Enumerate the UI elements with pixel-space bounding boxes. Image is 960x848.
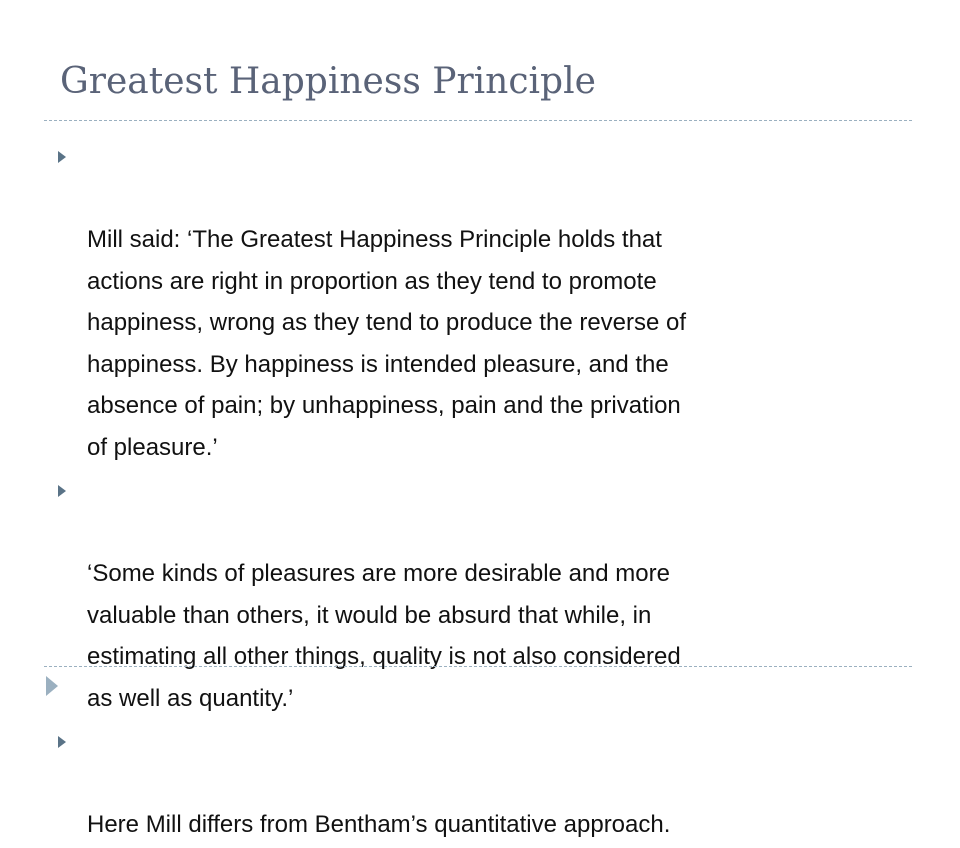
title-divider (44, 120, 912, 121)
bullet-text: Mill said: ‘The Greatest Happiness Principle holds that actions are right in proportion as they tend to promote happiness, wrong as they tend to produce the reverse of happiness. By happiness is intended pleasure, and the absence of pain; by unhappiness, pain and the privation of pleasure.’ (87, 226, 687, 461)
bullet-text: Here Mill differs from Bentham’s quantitative approach. (87, 811, 671, 838)
bullet-list (58, 136, 878, 848)
bullet-item (58, 136, 878, 468)
bullet-triangle-icon (58, 485, 66, 497)
footer-divider (44, 666, 912, 667)
slide-title: Greatest Happiness Principle (60, 61, 596, 102)
bullet-triangle-icon (58, 736, 66, 748)
corner-triangle-icon (46, 676, 58, 696)
bullet-item (58, 470, 878, 719)
bullet-triangle-icon (58, 151, 66, 163)
bullet-text: ‘Some kinds of pleasures are more desirable and more valuable than others, it would be absurd that while, in estimating all other things, quality is not also considered as well as quantity.’ (87, 560, 681, 712)
bullet-item (58, 721, 878, 846)
